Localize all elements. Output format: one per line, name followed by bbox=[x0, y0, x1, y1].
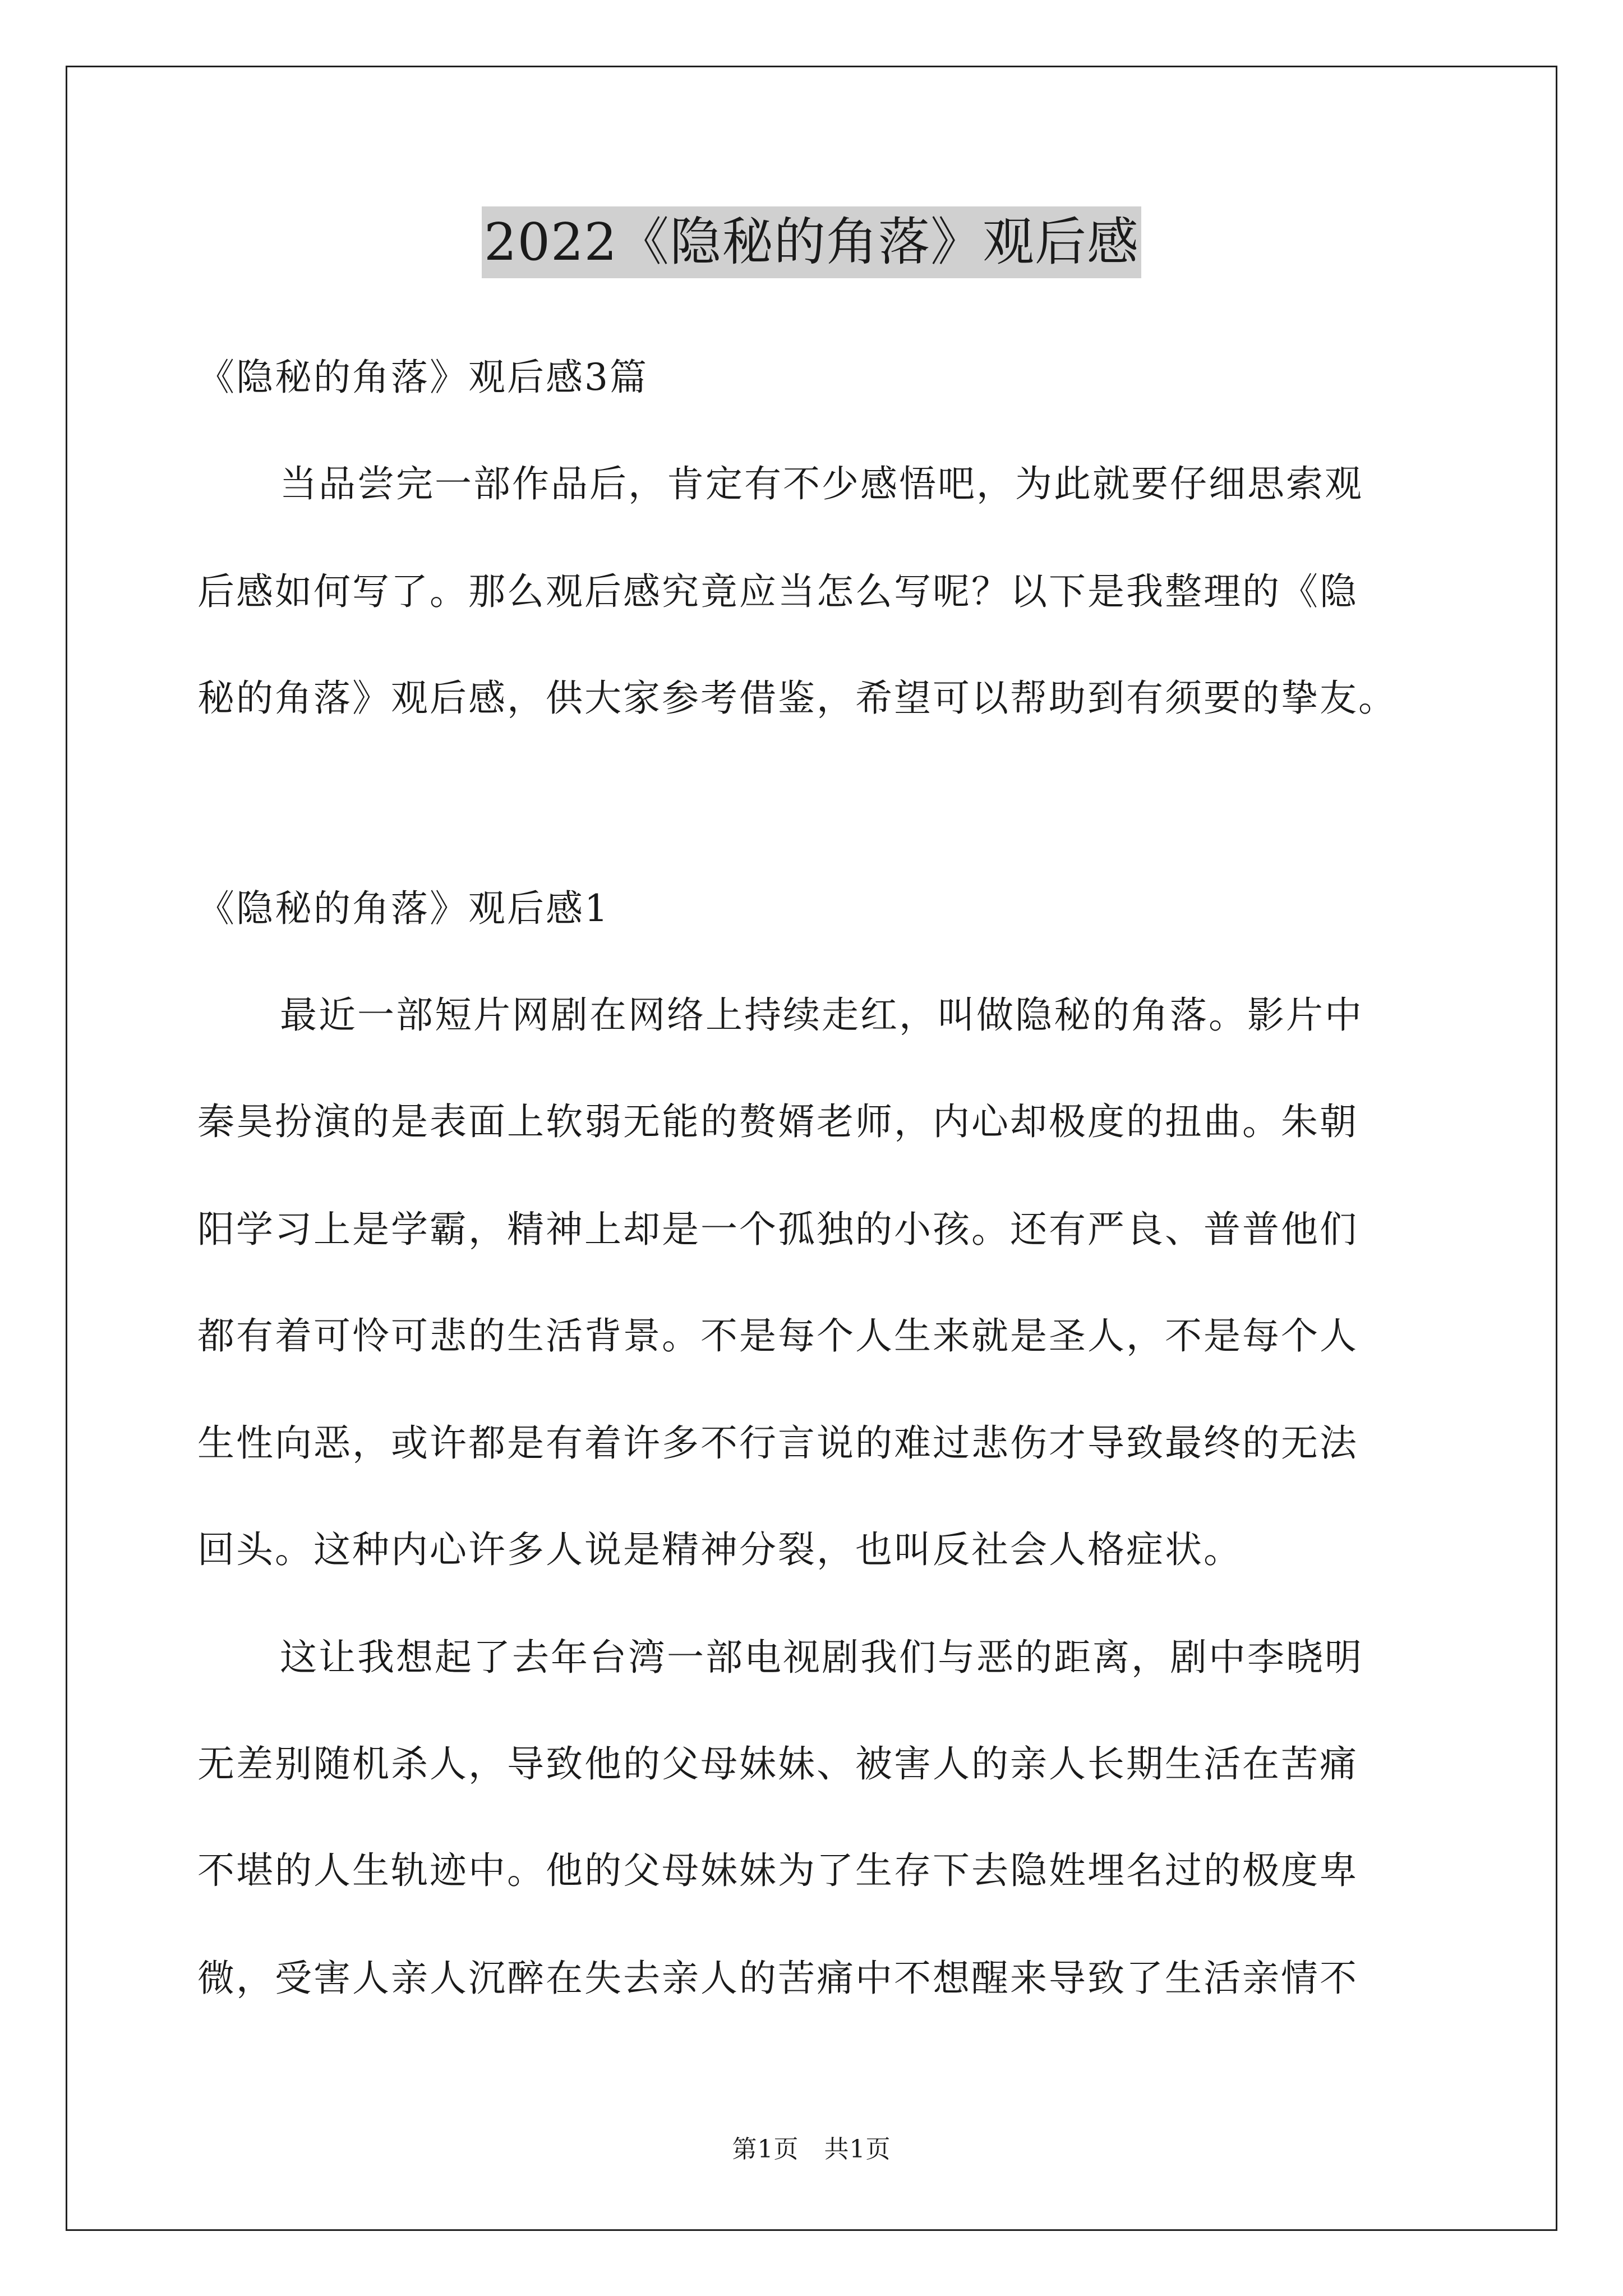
intro-line: 秘的角落》观后感，供大家参考借鉴，希望可以帮助到有须要的挚友。 bbox=[197, 677, 1397, 720]
page-number-footer: 第1页 共1页 bbox=[732, 2135, 891, 2164]
paragraph-line: 生性向恶，或许都是有着许多不行言说的难过悲伤才导致最终的无法 bbox=[197, 1421, 1358, 1465]
intro-line: 后感如何写了。那么观后感究竟应当怎么写呢？以下是我整理的《隐 bbox=[197, 570, 1358, 613]
paragraph-line: 无差别随机杀人，导致他的父母妹妹、被害人的亲人长期生活在苦痛 bbox=[197, 1742, 1358, 1786]
paragraph-line: 秦昊扮演的是表面上软弱无能的赘婿老师，内心却极度的扭曲。朱朝 bbox=[197, 1100, 1358, 1143]
paragraph-line: 最近一部短片网剧在网络上持续走红，叫做隐秘的角落。影片中 bbox=[280, 993, 1363, 1037]
paragraph-line: 不堪的人生轨迹中。他的父母妹妹为了生存下去隐姓埋名过的极度卑 bbox=[197, 1849, 1358, 1892]
section-heading: 《隐秘的角落》观后感1 bbox=[197, 887, 610, 930]
title-container bbox=[0, 206, 1623, 278]
document-title: 2022《隐秘的角落》观后感 bbox=[482, 206, 1141, 278]
document-subtitle: 《隐秘的角落》观后感3篇 bbox=[197, 356, 648, 399]
paragraph-line: 微，受害人亲人沉醉在失去亲人的苦痛中不想醒来导致了生活亲情不 bbox=[197, 1957, 1358, 2000]
paragraph-line: 这让我想起了去年台湾一部电视剧我们与恶的距离，剧中李晓明 bbox=[280, 1636, 1363, 1679]
paragraph-line: 阳学习上是学霸，精神上却是一个孤独的小孩。还有严良、普普他们 bbox=[197, 1208, 1358, 1251]
paragraph-line: 都有着可怜可悲的生活背景。不是每个人生来就是圣人，不是每个人 bbox=[197, 1314, 1358, 1358]
intro-line: 当品尝完一部作品后，肯定有不少感悟吧，为此就要仔细思索观 bbox=[280, 462, 1363, 505]
paragraph-line: 回头。这种内心许多人说是精神分裂，也叫反社会人格症状。 bbox=[197, 1528, 1242, 1571]
